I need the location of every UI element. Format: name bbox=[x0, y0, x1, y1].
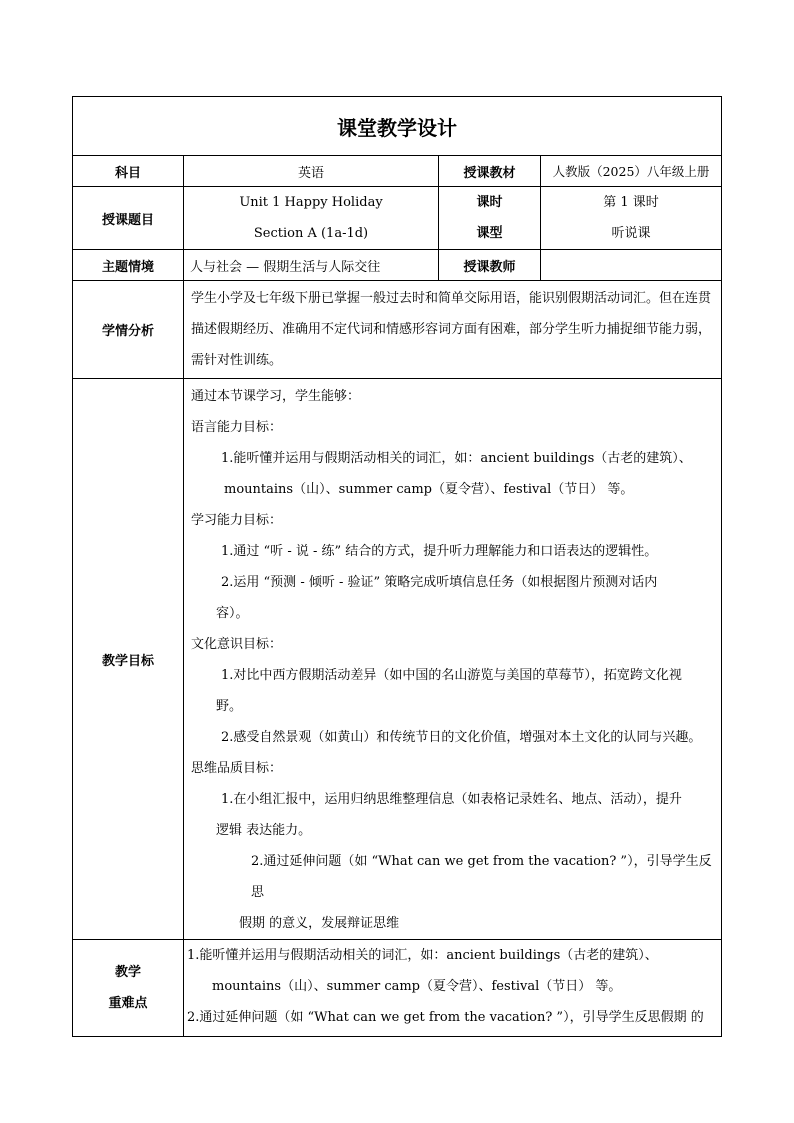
row-analysis bbox=[73, 281, 722, 379]
topic-value bbox=[184, 187, 439, 250]
textbook-value: 人教版（2025）八年级上册 bbox=[541, 156, 722, 187]
culture-heading: 文化意识目标： bbox=[191, 637, 283, 652]
learning-heading: 学习能力目标： bbox=[191, 513, 283, 528]
key-points-label-line-1: 教学 bbox=[114, 965, 141, 980]
row-theme bbox=[73, 250, 722, 281]
language-goal-1: 1.能听懂并运用与假期活动相关的词汇，如：ancient buildings（古老的建筑）、 bbox=[221, 451, 692, 466]
row-goals bbox=[73, 379, 722, 940]
thinking-goal-2-cont: 假期 的意义，发展辩证思维 bbox=[239, 916, 400, 931]
teacher-label: 授课教师 bbox=[439, 250, 541, 281]
teacher-value bbox=[541, 250, 722, 281]
type-label: 课型 bbox=[476, 226, 503, 241]
language-heading: 语言能力目标： bbox=[191, 420, 283, 435]
theme-label: 主题情境 bbox=[73, 250, 184, 281]
culture-goal-2: 2.感受自然景观（如黄山）和传统节日的文化价值，增强对本土文化的认同与兴趣。 bbox=[221, 730, 702, 745]
goals-content bbox=[184, 379, 722, 940]
row-topic bbox=[73, 187, 722, 250]
learning-goal-2: 2.运用 “预测 - 倾听 - 验证” 策略完成听填信息任务（如根据图片预测对话内 bbox=[221, 575, 658, 590]
key-points-label bbox=[73, 940, 184, 1037]
thinking-goal-2: 2.通过延伸问题（如 “What can we get from the vacation? ”），引导学生反思 bbox=[251, 854, 712, 900]
subject-label: 科目 bbox=[73, 156, 184, 187]
topic-label: 授课题目 bbox=[73, 187, 184, 250]
analysis-text: 学生小学及七年级下册已掌握一般过去时和简单交际用语，能识别假期活动词汇。但在连贯描述假期经历、准确用不定代词和情感形容词方面有困难，部分学生听力捕捉细节能力弱，需针对性训练。 bbox=[184, 281, 722, 379]
topic-line-2: Section A (1a-1d) bbox=[253, 226, 369, 241]
thinking-goal-1-cont: 逻辑 表达能力。 bbox=[216, 823, 312, 838]
key-point-1: 1.能听懂并运用与假期活动相关的词汇，如：ancient buildings（古老的建筑）、 bbox=[187, 948, 658, 963]
theme-value: 人与社会 — 假期生活与人际交往 bbox=[184, 250, 439, 281]
key-points-label-line-2: 重难点 bbox=[108, 996, 148, 1011]
key-point-2: 2.通过延伸问题（如 “What can we get from the vacation? ”），引导学生反思假期 的 bbox=[187, 1010, 704, 1025]
language-goal-1-cont: mountains（山）、summer camp（夏令营）、festival（节日） 等。 bbox=[224, 482, 634, 497]
learning-goal-2-cont: 容）。 bbox=[216, 606, 249, 621]
period-type-labels bbox=[439, 187, 541, 250]
lesson-plan-table bbox=[72, 96, 722, 1037]
goals-intro: 通过本节课学习，学生能够： bbox=[191, 389, 361, 404]
culture-goal-1: 1.对比中西方假期活动差异（如中国的名山游览与美国的草莓节），拓宽跨文化视 bbox=[221, 668, 682, 683]
thinking-heading: 思维品质目标： bbox=[191, 761, 283, 776]
key-point-1-cont: mountains（山）、summer camp（夏令营）、festival（节日） 等。 bbox=[212, 979, 622, 994]
learning-goal-1: 1.通过 “听 - 说 - 练” 结合的方式，提升听力理解能力和口语表达的逻辑性。 bbox=[221, 544, 658, 559]
row-key-points bbox=[73, 940, 722, 1037]
type-value: 听说课 bbox=[611, 226, 651, 241]
row-subject bbox=[73, 156, 722, 187]
thinking-goal-1: 1.在小组汇报中，运用归纳思维整理信息（如表格记录姓名、地点、活动），提升 bbox=[221, 792, 682, 807]
subject-value: 英语 bbox=[184, 156, 439, 187]
period-label: 课时 bbox=[476, 195, 503, 210]
analysis-label: 学情分析 bbox=[73, 281, 184, 379]
textbook-label: 授课教材 bbox=[439, 156, 541, 187]
lesson-plan-sheet bbox=[72, 96, 721, 1037]
goals-label: 教学目标 bbox=[73, 379, 184, 940]
topic-line-1: Unit 1 Happy Holiday bbox=[239, 195, 383, 210]
culture-goal-1-cont: 野。 bbox=[216, 699, 243, 714]
period-value: 第 1 课时 bbox=[603, 195, 659, 210]
page-title: 课堂教学设计 bbox=[73, 97, 722, 156]
period-type-values bbox=[541, 187, 722, 250]
key-points-content bbox=[184, 940, 722, 1037]
